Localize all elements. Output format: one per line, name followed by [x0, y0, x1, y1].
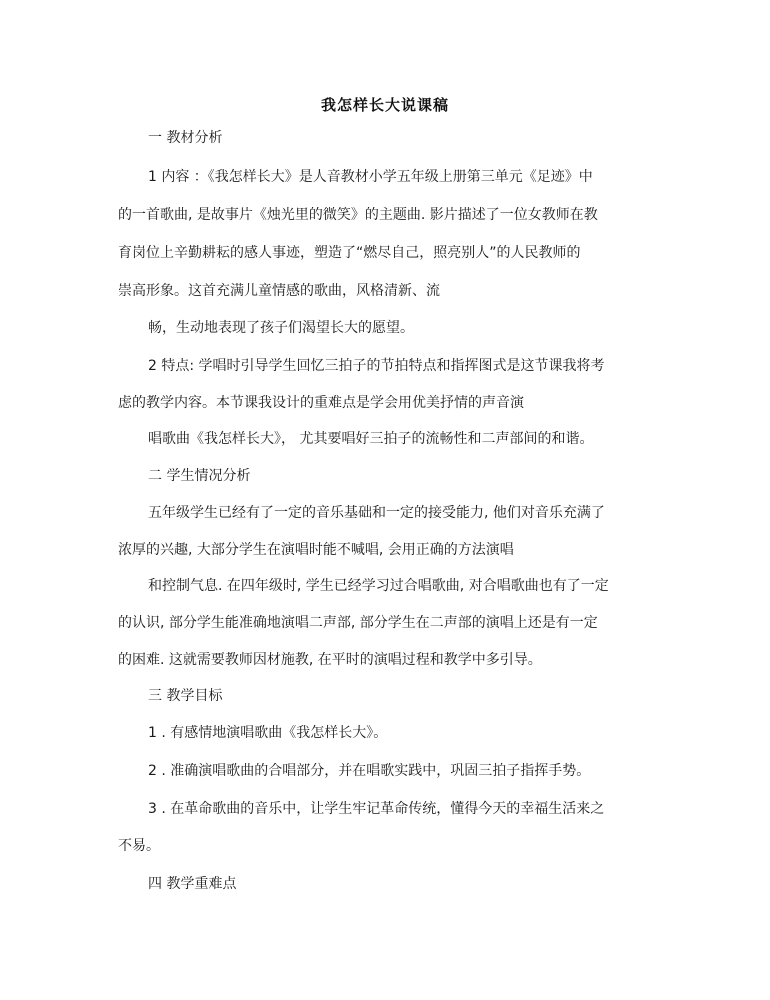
paragraph-line: 畅，生动地表现了孩子们渴望长大的愿望。	[148, 320, 414, 336]
paragraph-line: 唱歌曲《我怎样长大》， 尤其要唱好三拍子的流畅性和二声部间的和谐。	[148, 431, 594, 447]
paragraph-line: 育岗位上辛勤耕耘的感人事迹，塑造了“燃尽自己，照亮别人”的人民教师的	[118, 245, 581, 261]
paragraph-line: 1 内容 ：《我怎样长大》是人音教材小学五年级上册第三单元《足迹》中	[148, 169, 593, 185]
paragraph-line: 2 特点: 学唱时引导学生回忆三拍子的节拍特点和指挥图式是这节课我将考	[148, 358, 605, 374]
paragraph-line: 的困难. 这就需要教师因材施教, 在平时的演唱过程和教学中多引导。	[118, 652, 542, 668]
paragraph-line: 浓厚的兴趣, 大部分学生在演唱时能不喊唱, 会用正确的方法演唱	[118, 542, 514, 558]
section-heading-2: 二 学生情况分析	[148, 468, 251, 484]
paragraph-line: 崇高形象。这首充满儿童情感的歌曲，风格清新、流	[118, 283, 440, 299]
paragraph-line: 的一首歌曲, 是故事片《烛光里的微笑》的主题曲. 影片描述了一位女教师在教	[118, 207, 598, 223]
section-heading-3: 三 教学目标	[148, 688, 223, 704]
document-title: 我怎样长大说课稿	[320, 96, 449, 114]
paragraph-line: 五年级学生已经有了一定的音乐基础和一定的接受能力, 他们对音乐充满了	[148, 505, 605, 521]
section-heading-4: 四 教学重难点	[148, 876, 237, 892]
paragraph-line: 虑的教学内容。本节课我设计的重难点是学会用优美抒情的声音演	[118, 395, 524, 411]
paragraph-line: 和控制气息. 在四年级时, 学生已经学习过合唱歌曲, 对合唱歌曲也有了一定	[148, 578, 609, 594]
list-item: 2 . 准确演唱歌曲的合唱部分，并在唱歌实践中，巩固三拍子指挥手势。	[148, 763, 591, 779]
list-item-continuation: 不易。	[118, 838, 160, 854]
list-item: 3 . 在革命歌曲的音乐中，让学生牢记革命传统，懂得今天的幸福生活来之	[148, 801, 605, 817]
list-item: 1 . 有感情地演唱歌曲《我怎样长大》。	[148, 725, 388, 741]
section-heading-1: 一 教材分析	[148, 130, 223, 146]
paragraph-line: 的认识, 部分学生能准确地演唱二声部, 部分学生在二声部的演唱上还是有一定	[118, 615, 598, 631]
